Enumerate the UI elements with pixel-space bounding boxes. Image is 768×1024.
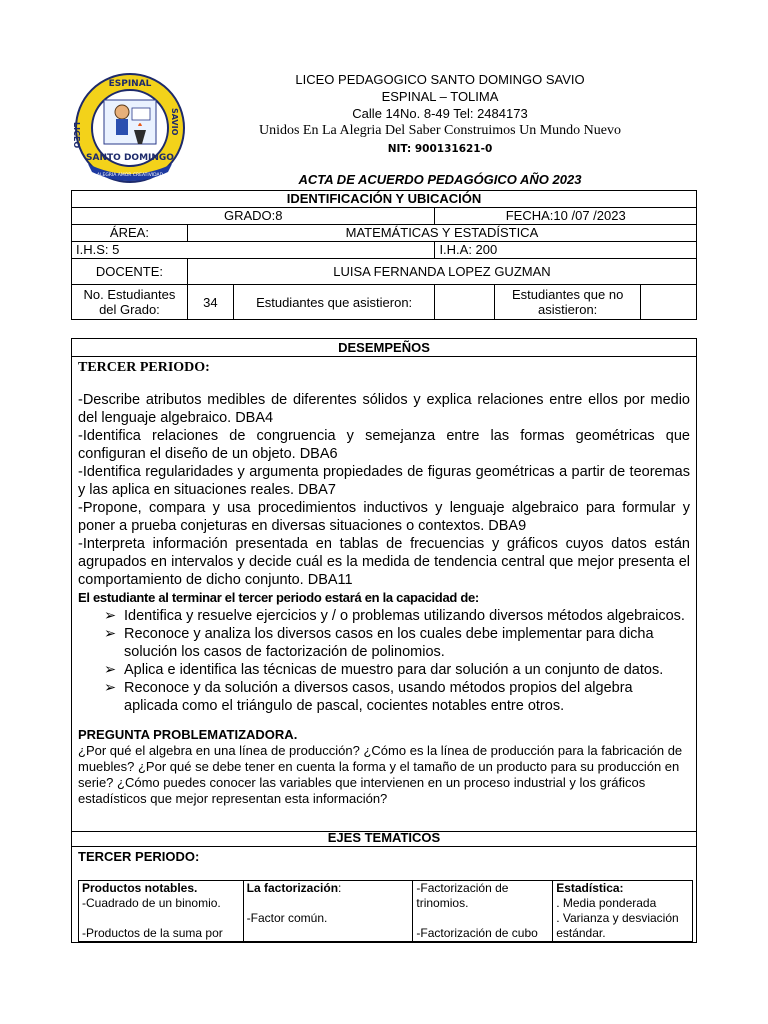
ejes-col-factorizacion: La factorización: -Factor común. [243,881,413,942]
ejes-col-estadistica: Estadística: . Media ponderada . Varianza y desviación estándar. [553,881,693,942]
ejes-col-trinomios: -Factorización de trinomios. -Factorización de cubo [413,881,553,942]
iha-field: I.H.A: 200 [435,242,697,259]
document-title: ACTA DE ACUERDO PEDAGÓGICO AÑO 2023 [298,172,582,187]
desempenos-period: TERCER PERIODO: [78,360,210,375]
capacidad-heading: El estudiante al terminar el tercer periodo estará en la capacidad de: [78,590,479,605]
school-city: ESPINAL – TOLIMA [381,89,499,104]
ihs-field: I.H.S: 5 [72,242,435,259]
list-item: ➢ Reconoce y analiza los diversos casos en los cuales debe implementar para dicha solución los casos de factorización de polinomios. [104,626,654,660]
attended-value [435,285,495,320]
desempeno-item: -Describe atributos medibles de diferentes sólidos y explica relaciones entre ellos por medio del lenguaje algebraico. DBA4 [78,392,690,426]
logo-right-text: SAVIO [170,108,179,136]
ejes-period: TERCER PERIODO: [78,849,200,864]
col-heading: Productos notables. [82,881,198,895]
docente-value: LUISA FERNANDA LOPEZ GUZMAN [187,259,696,285]
desempeno-item: -Interpreta información presentada en tablas de frecuencias y gráficos cuyos datos están agrupados en intervalos y decide cuál es la medida de tendencia central que mejor presenta el comportamiento de dicho conjunto. DBA11 [78,536,690,588]
desempeno-item: -Propone, compara y usa procedimientos inductivos y lenguaje algebraico para formular y poner a prueba conjeturas en diversas situaciones o contextos. DBA9 [78,500,690,534]
school-name: LICEO PEDAGOGICO SANTO DOMINGO SAVIO [295,72,585,87]
desempenos-title: DESEMPEÑOS [72,339,696,357]
pregunta-title: PREGUNTA PROBLEMATIZADORA. [78,727,298,742]
ejes-table [78,880,693,942]
num-students-label: No. Estudiantes del Grado: [72,285,188,320]
list-item: ➢ Reconoce y da solución a diversos casos, usando métodos propios del algebra aplicada como el triángulo de pascal, cocientes notables entre otros. [104,680,633,714]
identification-table [71,190,697,320]
identification-title: IDENTIFICACIÓN Y UBICACIÓN [72,191,697,208]
logo-bottom-text: SANTO DOMINGO [86,153,174,163]
desempenos-section [71,338,697,832]
list-item: ➢ Identifica y resuelve ejercicios y / o problemas utilizando diversos métodos algebraicos. [104,608,685,624]
ejes-col-productos: Productos notables. -Cuadrado de un binomio. -Productos de la suma por [79,881,244,942]
list-item: ➢ Aplica e identifica las técnicas de muestro para dar solución a un conjunto de datos. [104,662,664,678]
school-motto: Unidos En La Alegria Del Saber Construimos Un Mundo Nuevo [258,123,621,138]
fecha-field: FECHA:10 /07 /2023 [435,208,697,225]
ejes-title: EJES TEMATICOS [72,830,696,847]
desempeno-item: -Identifica relaciones de congruencia y semejanza entre las formas geométricas que configuran el diseño de un objeto. DBA6 [78,428,690,462]
not-attended-label: Estudiantes que no asistieron: [495,285,641,320]
col-heading: Estadística: [556,881,624,895]
attended-label: Estudiantes que asistieron: [233,285,435,320]
pregunta-text: ¿Por qué el algebra en una línea de producción? ¿Cómo es la línea de producción para la fabricación de muebles? ¿Por qué se debe tener en cuenta la forma y el tamaño de un producto para su producción en serie? ¿Cómo puedes conocer las variables que intervienen en un proceso industrial y los gráficos estadísticos que mejor representan esta información? [78,743,683,806]
logo-ribbon-text: ALEGRIA AMOR CREATIVIDAD [96,173,164,178]
school-nit: NIT: 900131621-0 [387,143,493,155]
logo-left-text: LICEO [72,122,81,149]
not-attended-value [641,285,697,320]
capacidad-list [78,607,690,715]
arrow-bullet-icon: ➢ [104,608,117,624]
num-students-value: 34 [187,285,233,320]
desempeno-item: -Identifica regularidades y argumenta propiedades de figuras geométricas a partir de teoremas y las aplica en situaciones reales. DBA7 [78,464,690,498]
area-label: ÁREA: [72,225,188,242]
docente-label: DOCENTE: [72,259,188,285]
logo-top-text: ESPINAL [108,79,152,89]
arrow-bullet-icon: ➢ [104,662,117,678]
school-logo [74,72,186,184]
arrow-bullet-icon: ➢ [104,626,117,642]
col-heading: La factorización [246,881,339,895]
grado-field: GRADO:8 [72,208,435,225]
area-value: MATEMÁTICAS Y ESTADÍSTICA [187,225,696,242]
school-address: Calle 14No. 8-49 Tel: 2484173 [352,106,528,121]
arrow-bullet-icon: ➢ [104,680,117,696]
